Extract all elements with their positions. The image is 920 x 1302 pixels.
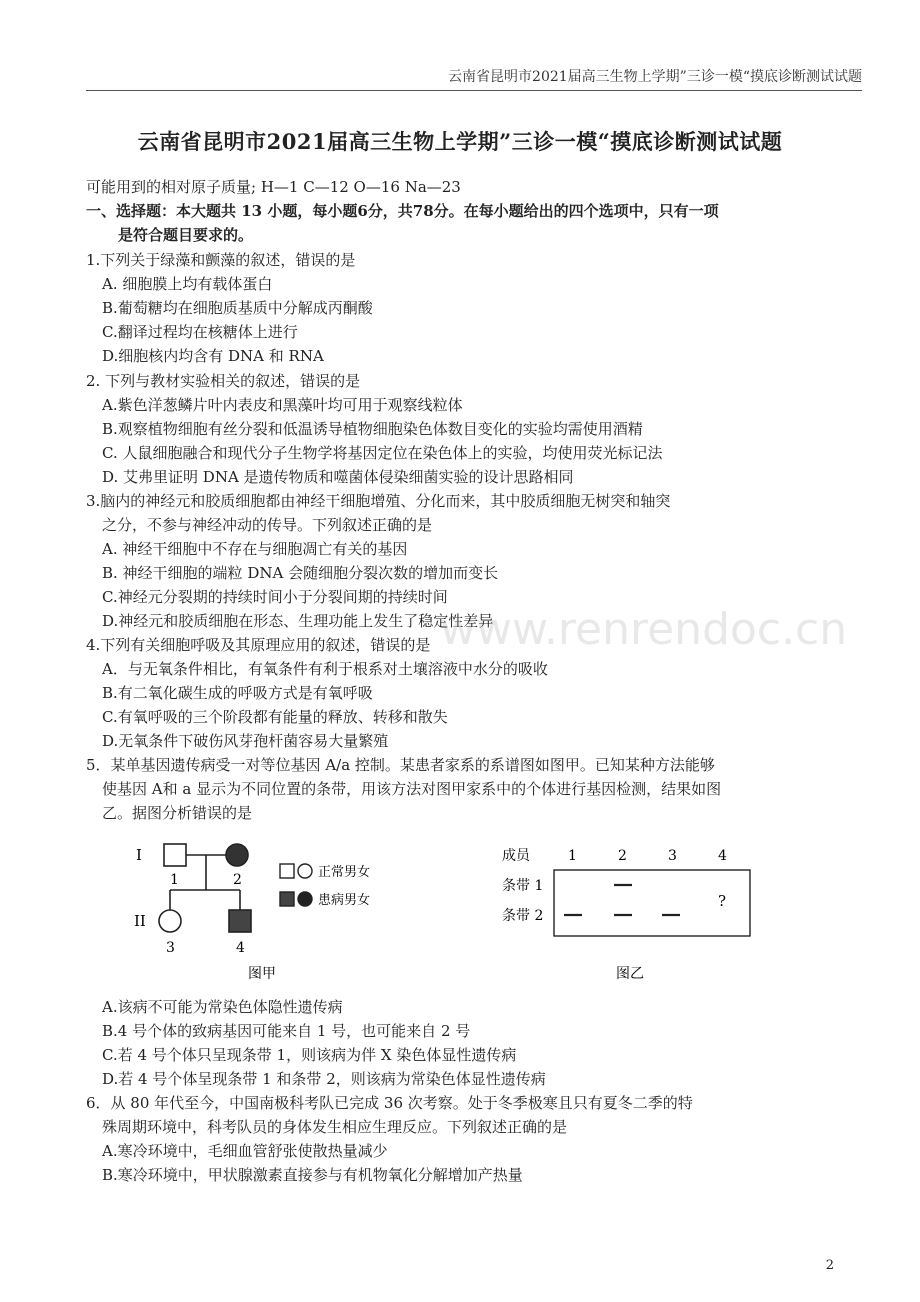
q3-option-a: A. 神经干细胞中不存在与细胞凋亡有关的基因: [102, 540, 408, 558]
q6-stem: 6．从 80 年代至今，中国南极科考队已完成 36 次考察。处于冬季极寒且只有夏冬二季的特: [86, 1094, 693, 1112]
legend-affected-text: 患病男女: [318, 893, 371, 908]
q5-option-a: A.该病不可能为常染色体隐性遗传病: [102, 998, 343, 1016]
q3-option-d: D.神经元和胶质细胞在形态、生理功能上发生了稳定性差异: [102, 612, 494, 630]
q2-option-d: D. 艾弗里证明 DNA 是遗传物质和噬菌体侵染细菌实验的设计思路相同: [102, 468, 574, 486]
section-heading-cont: 是符合题目要求的。: [118, 226, 254, 244]
q5-stem: 5．某单基因遗传病受一对等位基因 A/a 控制。某患者家系的系谱图如图甲。已知某种方法能够: [86, 756, 715, 774]
q2-option-b: B.观察植物细胞有丝分裂和低温诱导植物细胞染色体数目变化的实验均需使用酒精: [102, 420, 643, 438]
q4-option-c: C.有氧呼吸的三个阶段都有能量的释放、转移和散失: [102, 708, 448, 726]
member-3: 3: [668, 848, 677, 864]
watermark: www.renrendoc.cn: [440, 604, 848, 655]
page-title: 云南省昆明市2021届高三生物上学期”三诊一模“摸底诊断测试试题: [137, 129, 783, 154]
member-2: 2: [618, 848, 627, 864]
q3-stem: 3.脑内的神经元和胶质细胞都由神经干细胞增殖、分化而来，其中胶质细胞无树突和轴突: [86, 492, 671, 510]
q4-option-d: D.无氧条件下破伤风芽孢杆菌容易大量繁殖: [102, 732, 389, 750]
q3-option-c: C.神经元分裂期的持续时间小于分裂间期的持续时间: [102, 588, 448, 606]
running-header: 云南省昆明市2021届高三生物上学期”三诊一模“摸底诊断测试试题: [448, 69, 862, 85]
q4-option-b: B.有二氧化碳生成的呼吸方式是有氧呼吸: [102, 684, 373, 702]
q1-option-d: D.细胞核内均含有 DNA 和 RNA: [102, 347, 324, 365]
q5-option-c: C.若 4 号个体只呈现条带 1，则该病为伴 X 染色体显性遗传病: [102, 1046, 517, 1064]
q3-option-b: B. 神经干细胞的端粒 DNA 会随细胞分裂次数的增加而变长: [102, 564, 499, 582]
individual-1-normal-male: [164, 844, 186, 866]
q1-option-b: B.葡萄糖均在细胞质基质中分解成丙酮酸: [102, 299, 373, 317]
q5-option-d: D.若 4 号个体呈现条带 1 和条带 2，则该病为常染色体显性遗传病: [102, 1070, 546, 1088]
section-heading: 一、选择题：本大题共 13 小题，每小题6分，共78分。在每小题给出的四个选项中，只有一项: [86, 202, 719, 220]
legend-affected-female-icon: [298, 892, 312, 906]
figure-b-caption: 图乙: [616, 966, 644, 982]
q1-option-a: A. 细胞膜上均有载体蛋白: [102, 275, 273, 293]
label-4: 4: [236, 940, 245, 956]
individual-3-normal-female: [159, 910, 181, 932]
unknown-mark: ?: [718, 892, 727, 910]
legend-affected-male-icon: [280, 892, 294, 906]
q5-stem-cont2: 乙。据图分析错误的是: [102, 804, 253, 822]
label-2: 2: [233, 872, 242, 888]
label-3: 3: [166, 940, 175, 956]
band-2-label: 条带 2: [502, 908, 544, 924]
q4-stem: 4.下列有关细胞呼吸及其原理应用的叙述，错误的是: [86, 636, 431, 654]
q1-stem: 1.下列关于绿藻和颤藻的叙述，错误的是: [86, 251, 356, 269]
member-1: 1: [568, 848, 577, 864]
member-label: 成员: [502, 848, 530, 864]
band-1-label: 条带 1: [502, 878, 544, 894]
atomic-masses: 可能用到的相对原子质量; H—1 C—12 O—16 Na—23: [86, 178, 461, 196]
pedigree-figure: [120, 834, 440, 984]
q5-stem-cont: 使基因 A和 a 显示为不同位置的条带，用该方法对图甲家系中的个体进行基因检测，结果如图: [102, 780, 722, 798]
q2-stem: 2. 下列与教材实验相关的叙述，错误的是: [86, 372, 361, 390]
band-figure: [498, 838, 778, 988]
q6-stem-cont: 殊周期环境中，科考队员的身体发生相应生理反应。下列叙述正确的是: [102, 1118, 568, 1136]
q1-option-c: C.翻译过程均在核糖体上进行: [102, 323, 298, 341]
q2-option-c: C. 人鼠细胞融合和现代分子生物学将基因定位在染色体上的实验，均使用荧光标记法: [102, 444, 663, 462]
header-divider: [86, 90, 862, 91]
q4-option-a: A．与无氧条件相比，有氧条件有利于根系对土壤溶液中水分的吸收: [102, 660, 548, 678]
label-1: 1: [170, 872, 179, 888]
q3-stem-cont: 之分，不参与神经冲动的传导。下列叙述正确的是: [102, 516, 433, 534]
q6-option-a: A.寒冷环境中，毛细血管舒张使散热量减少: [102, 1142, 388, 1160]
legend-normal-female-icon: [298, 864, 312, 878]
q2-option-a: A.紫色洋葱鳞片叶内表皮和黑藻叶均可用于观察线粒体: [102, 396, 463, 414]
member-4: 4: [718, 848, 727, 864]
legend-normal-text: 正常男女: [318, 865, 371, 880]
generation-2-label: II: [134, 912, 146, 930]
q6-option-b: B.寒冷环境中，甲状腺激素直接参与有机物氧化分解增加产热量: [102, 1166, 523, 1184]
legend-normal-male-icon: [280, 864, 294, 878]
individual-2-affected-female: [226, 844, 248, 866]
generation-1-label: I: [136, 846, 142, 864]
figure-a-caption: 图甲: [248, 966, 276, 982]
page-number: 2: [825, 1258, 834, 1273]
q5-option-b: B.4 号个体的致病基因可能来自 1 号，也可能来自 2 号: [102, 1022, 471, 1040]
individual-4-affected-male: [229, 910, 251, 932]
